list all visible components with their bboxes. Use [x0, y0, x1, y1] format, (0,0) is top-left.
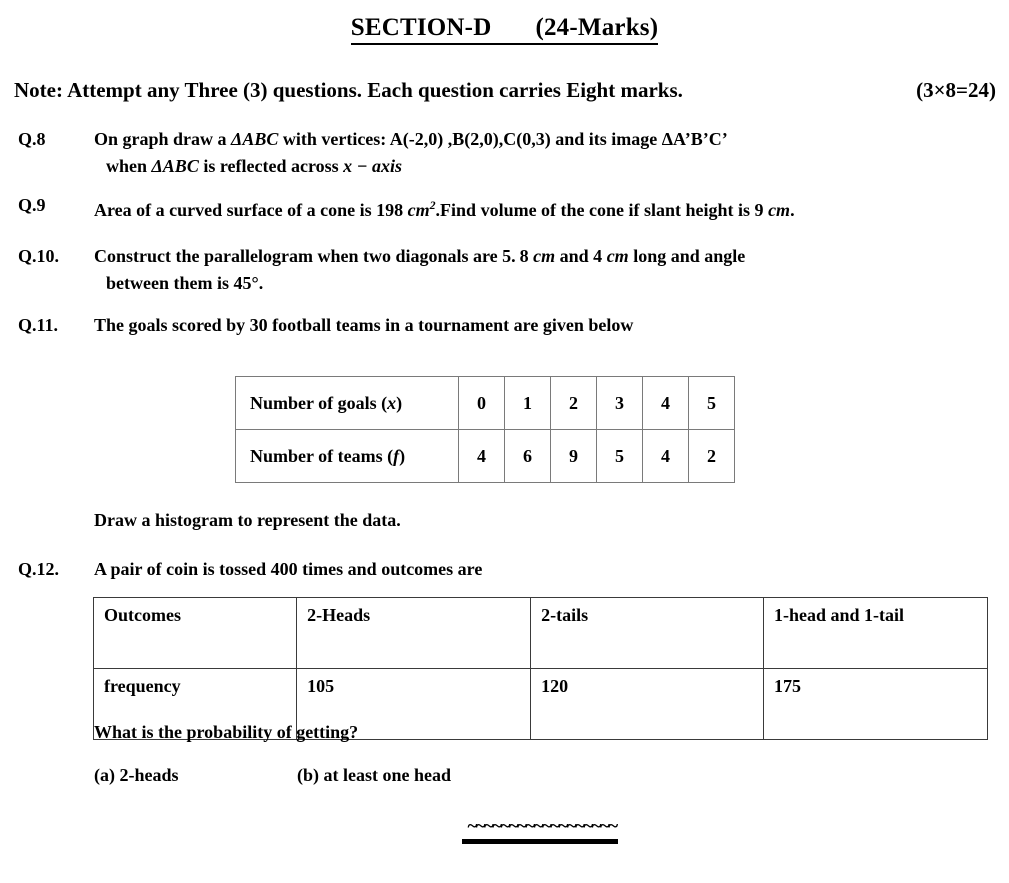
outcomes-header-cell: 1-head and 1-tail	[764, 598, 988, 669]
q10-line1-part-d: long and angle	[628, 246, 746, 266]
question-11	[18, 312, 988, 339]
solid-bar-decoration	[462, 839, 618, 844]
question-8-number: Q.8	[18, 129, 46, 149]
frequency-cell: 105	[297, 669, 531, 740]
q10-unit-cm-1: cm	[533, 246, 556, 266]
frequency-cell: frequency	[94, 669, 297, 740]
q9-exponent-2: 2	[429, 198, 436, 212]
q10-line2-part-a: between them is	[106, 273, 234, 293]
teams-label-variable-f: f	[393, 445, 400, 466]
note-line	[14, 78, 996, 103]
section-title-text: SECTION-D	[350, 14, 492, 41]
question-9	[18, 192, 988, 224]
teams-row-label	[236, 430, 459, 483]
q8-triangle-abc-2: ΔABC	[151, 156, 199, 176]
histogram-instruction: Draw a histogram to represent the data.	[94, 510, 401, 530]
q10-line1-part-a: Construct the parallelogram when two diagonals are 5.	[94, 246, 516, 266]
question-8-body	[94, 126, 988, 180]
q10-line2	[94, 270, 988, 297]
outcomes-header-cell: 2-tails	[531, 598, 764, 669]
q9-unit-cm-1: cm	[407, 200, 430, 220]
goals-frequency-table-wrapper	[235, 376, 735, 483]
option-a: (a) 2-heads	[94, 765, 179, 785]
q9-unit-cm-2: cm	[768, 200, 791, 220]
question-10-body	[94, 243, 988, 297]
question-12-number: Q.12.	[18, 559, 60, 579]
frequency-cell: 120	[531, 669, 764, 740]
question-11-number: Q.11.	[18, 315, 59, 335]
question-9-number: Q.9	[18, 195, 46, 215]
q10-line1-part-b: 8	[519, 246, 534, 266]
q8-x-axis-math: x − axis	[343, 156, 403, 176]
wavy-line-decoration: ~~~~~~~~~~~~~~~~~~	[467, 818, 617, 837]
question-10	[18, 243, 988, 297]
probability-options	[94, 765, 794, 786]
q8-line2	[94, 153, 988, 180]
q10-line1-part-c: and 4	[555, 246, 607, 266]
goals-value-cell: 2	[551, 377, 597, 430]
goals-label-text-a: Number of goals (	[250, 392, 388, 413]
q8-line2-part-b: is reflected across	[198, 156, 344, 176]
outcomes-header-cell: 2-Heads	[297, 598, 531, 669]
frequency-cell: 175	[764, 669, 988, 740]
question-12	[18, 556, 988, 583]
goals-value-cell: 4	[643, 377, 689, 430]
teams-value-cell: 9	[551, 430, 597, 483]
section-title-underlined	[351, 14, 659, 45]
teams-label-text-a: Number of teams (	[250, 445, 394, 466]
outcomes-frequency-table-wrapper	[93, 597, 988, 740]
goals-value-cell: 5	[689, 377, 735, 430]
question-12-body: A pair of coin is tossed 400 times and outcomes are	[94, 559, 483, 579]
q8-line1-part-a: On graph draw a	[94, 129, 232, 149]
probability-prompt: What is the probability of getting?	[94, 722, 359, 742]
footer-ornament	[462, 818, 622, 844]
q8-line1-part-b: with vertices: A(-2,0) ,B(2,0),C(0,3) and its image ΔA’B’C’	[278, 129, 728, 149]
q8-triangle-abc-1: ΔABC	[231, 129, 279, 149]
question-11-body: The goals scored by 30 football teams in a tournament are given below	[94, 315, 634, 335]
teams-label-text-b: )	[399, 445, 406, 466]
q9-text-b: .Find volume of the cone if slant height is 9	[435, 200, 769, 220]
goals-value-cell: 0	[459, 377, 505, 430]
q10-angle-value: 45°	[233, 273, 259, 293]
q9-text-a: Area of a curved surface of a cone is 198	[94, 200, 408, 220]
goals-frequency-table	[235, 376, 735, 483]
q8-line2-part-a: when	[106, 156, 152, 176]
note-marks-value: (3×8=24)	[916, 78, 996, 102]
table-row-goals	[236, 377, 735, 430]
teams-value-cell: 4	[643, 430, 689, 483]
table-row-outcomes-header	[94, 598, 988, 669]
teams-value-cell: 6	[505, 430, 551, 483]
teams-value-cell: 5	[597, 430, 643, 483]
option-b: (b) at least one head	[297, 765, 451, 785]
outcomes-frequency-table	[93, 597, 988, 740]
section-marks-text: (24-Marks)	[535, 14, 659, 41]
goals-label-variable-x: x	[387, 392, 397, 413]
question-10-number: Q.10.	[18, 246, 60, 266]
q9-text-c: .	[790, 200, 795, 220]
goals-row-label	[236, 377, 459, 430]
goals-value-cell: 1	[505, 377, 551, 430]
note-instruction: Note: Attempt any Three (3) questions. Each question carries Eight marks.	[14, 78, 683, 102]
table-row-teams	[236, 430, 735, 483]
teams-value-cell: 4	[459, 430, 505, 483]
outcomes-header-cell: Outcomes	[94, 598, 297, 669]
section-title	[0, 14, 1009, 45]
q10-unit-cm-2: cm	[606, 246, 629, 266]
teams-value-cell: 2	[689, 430, 735, 483]
question-8	[18, 126, 988, 180]
question-9-body	[94, 192, 988, 224]
q10-line2-part-b: .	[258, 273, 264, 293]
goals-value-cell: 3	[597, 377, 643, 430]
goals-label-text-b: )	[396, 392, 403, 413]
